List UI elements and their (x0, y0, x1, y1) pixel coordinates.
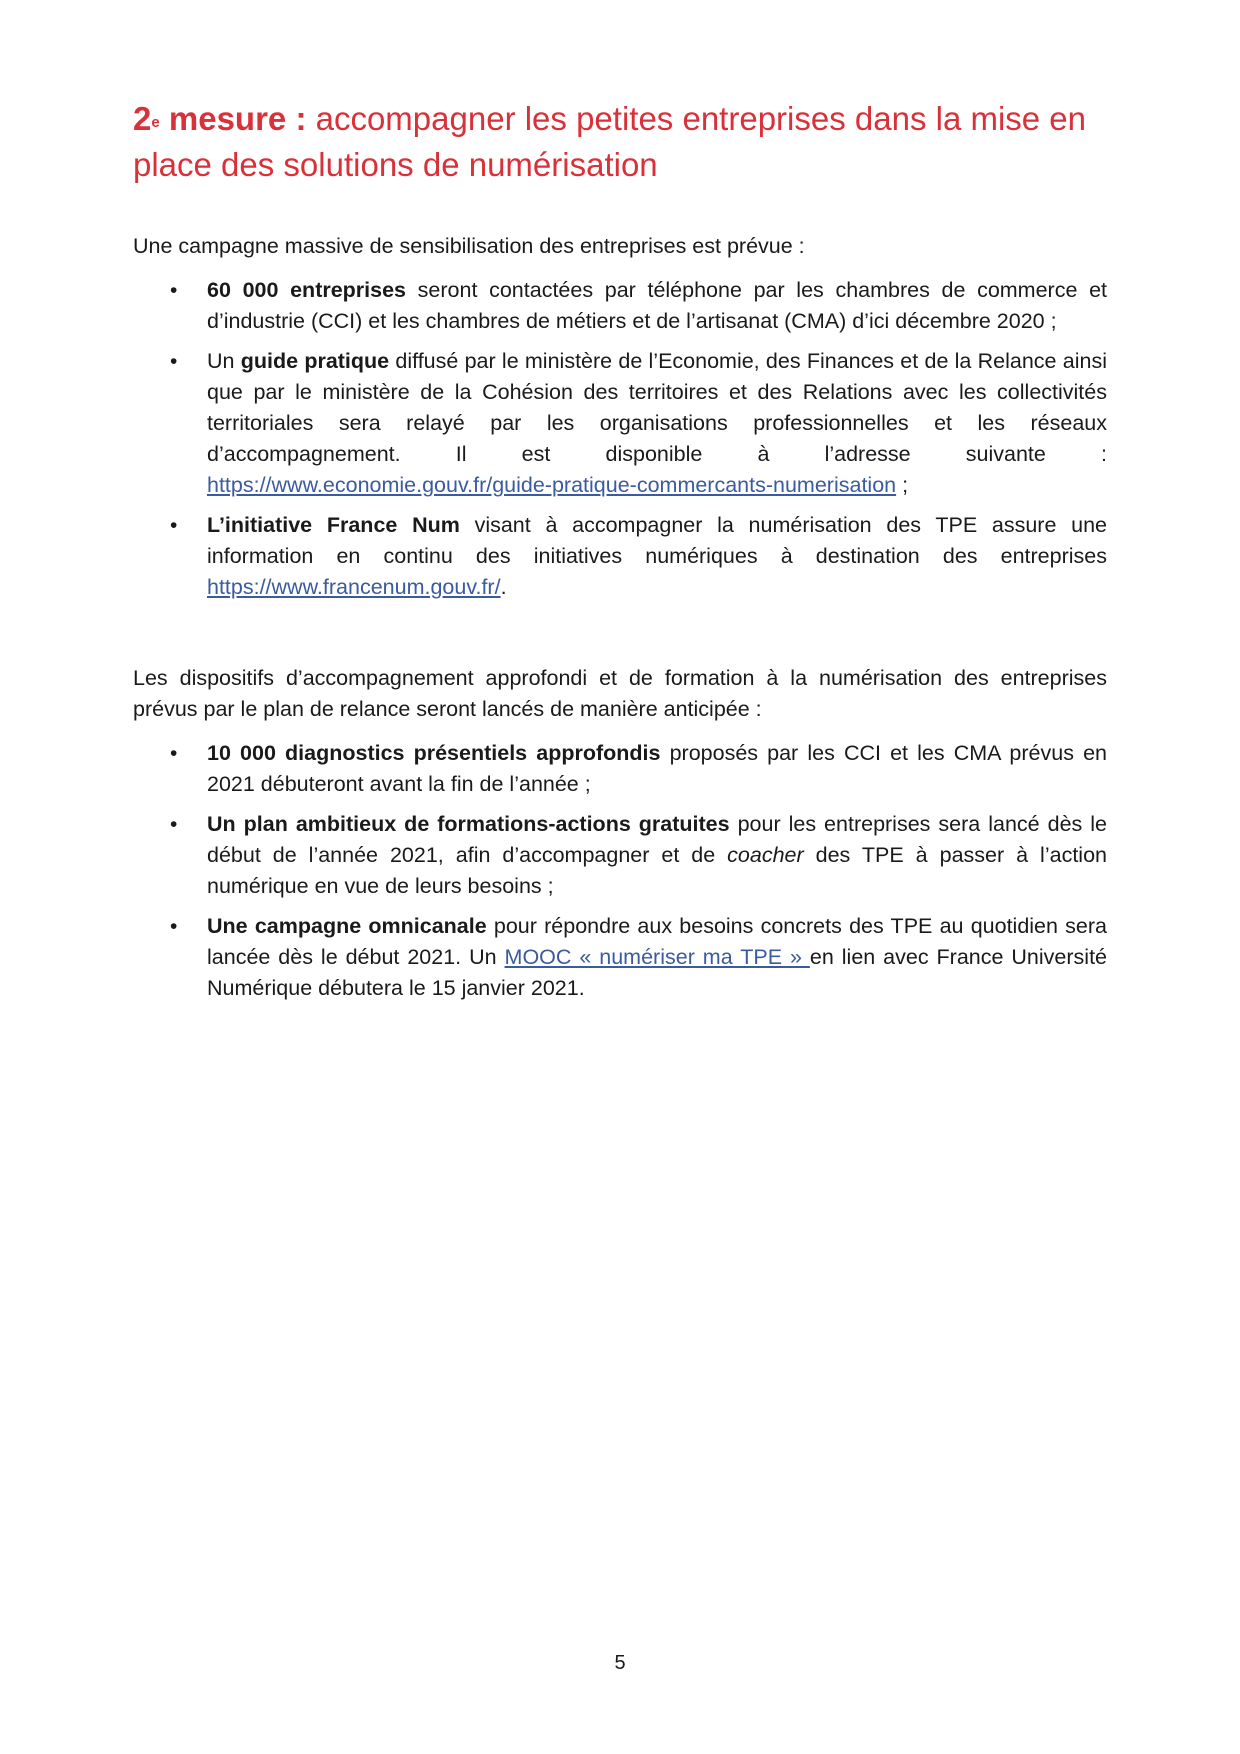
list-item (133, 346, 1107, 501)
item-text: seront contactées par téléphone par les chambres de commerce et d’industrie (CCI) et les chambres de métiers et de l’artisanat (CMA) d’ici décembre 2020 ; (207, 278, 1108, 333)
item-text: pour répondre aux besoins concrets des TPE au quotidien sera lancée dès le début 2021. Un (207, 914, 1108, 969)
item-bold: L’initiative France Num (207, 513, 460, 537)
page-number: 5 (614, 1652, 626, 1674)
bullet-icon: • (170, 279, 178, 302)
francenum-link[interactable]: https://www.francenum.gouv.fr/ (207, 575, 501, 599)
item-text: visant à accompagner la numérisation des TPE assure une information en continu des initiatives numériques à destination des entreprises (207, 513, 1107, 568)
item-text: proposés par les CCI et les CMA prévus en 2021 débuteront avant la fin de l’année ; (207, 741, 1107, 796)
title-number: 2 (133, 100, 152, 137)
item-text: diffusé par le ministère de l’Economie, des Finances et de la Relance ainsi que par le ministère de la Cohésion des territoires et des Relations avec les collectivités territoriales sera relayé par les organisations professionnelles et les réseaux d’accompagnement. Il est disponible à l’adresse suivante : (207, 349, 1107, 466)
item-italic: coacher (727, 843, 804, 867)
mooc-link[interactable]: MOOC « numériser ma TPE » (504, 945, 810, 969)
list-item (133, 275, 1107, 337)
document-page (133, 96, 1107, 1013)
item-pre: Un (207, 349, 241, 373)
bullet-icon: • (170, 514, 178, 537)
item-after: ; (896, 473, 909, 497)
bullet-icon: • (170, 350, 178, 373)
item-bold: 60 000 entreprises (207, 278, 407, 302)
item-bold: Un plan ambitieux de formations-actions gratuites (207, 812, 730, 836)
guide-pratique-link[interactable]: https://www.economie.gouv.fr/guide-pratique-commercants-numerisation (207, 473, 897, 497)
list-item (133, 809, 1107, 902)
item-after: . (500, 575, 507, 599)
bullet-icon: • (170, 742, 178, 765)
bullet-icon: • (170, 915, 178, 938)
list-item (133, 911, 1107, 1004)
item-bold: 10 000 diagnostics présentiels approfondis (207, 741, 661, 765)
title-mesure (133, 100, 306, 137)
item-after: des TPE à passer à l’action numérique en vue de leurs besoins ; (207, 843, 1107, 898)
section1-list (133, 275, 1107, 603)
title-text: accompagner les petites entreprises dans la mise en place des solutions de numérisation (133, 100, 1087, 183)
list-item (133, 510, 1107, 603)
item-after: en lien avec France Université Numérique débutera le 15 janvier 2021. (207, 945, 1107, 1000)
bullet-icon: • (170, 813, 178, 836)
title-superscript: e (151, 114, 160, 131)
list-item (133, 738, 1107, 800)
item-bold: Une campagne omnicanale (207, 914, 487, 938)
item-bold: guide pratique (240, 349, 390, 373)
section2-list (133, 738, 1107, 1004)
section2-intro: Les dispositifs d’accompagnement approfondi et de formation à la numérisation des entreprises prévus par le plan de relance seront lancés de manière anticipée : (133, 666, 1107, 721)
section1-intro: Une campagne massive de sensibilisation des entreprises est prévue : (133, 234, 805, 258)
item-text: pour les entreprises sera lancé dès le début de l’année 2021, afin d’accompagner et de (207, 812, 1107, 867)
page-title (133, 96, 1107, 188)
title-mesure-label: mesure : (159, 100, 307, 137)
